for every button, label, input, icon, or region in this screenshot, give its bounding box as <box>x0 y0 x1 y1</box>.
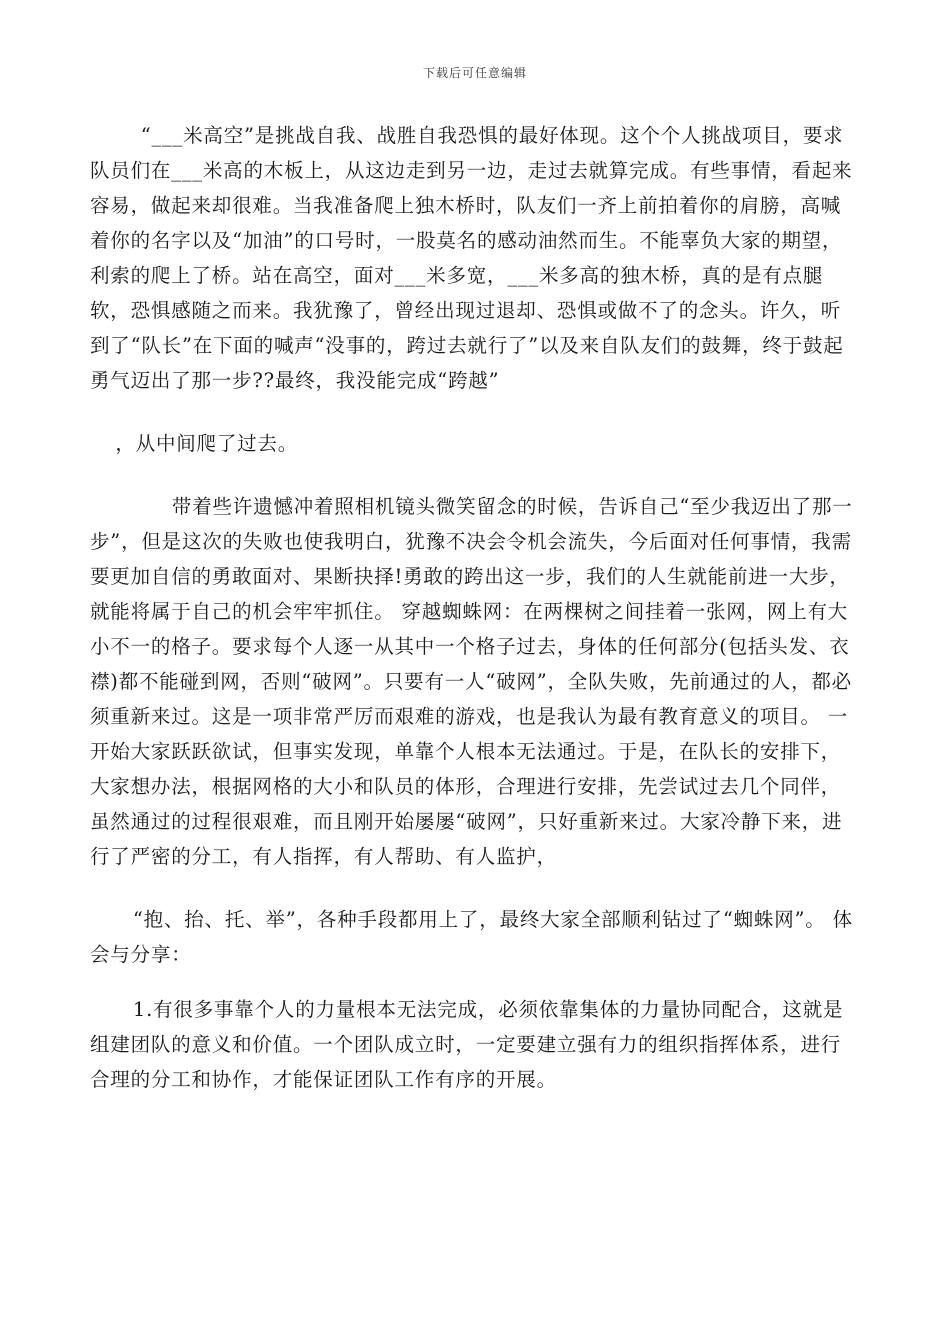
page-header: 下载后可任意编辑 <box>422 66 527 80</box>
paragraph-spider-web: 带着些许遗憾冲着照相机镜头微笑留念的时候，告诉自己“至少我迈出了那一步”，但是这次的失败也使我明白，犹豫不决会令机会流失，今后面对任何事情，我需要更加自信的勇敢面对、果断抉择!勇敢的跨出这一步，我们的人生就能前进一大步，就能将属于自己的机会牢牢抓住。 穿越蜘蛛网：在两棵树之间挂着一张网，网上有大小不一的格子。要求每个人逐一从其中一个格子过去，身体的任何部分(包括头发、衣襟)都不能碰到网，否则“破网”。只要有一人“破网”，全队失败，先前通过的人，都必须重新来过。这是一项非常严厉而艰难的游戏，也是我认为最有教育意义的项目。 一开始大家跃跃欲试，但事实发现，单靠个人根本无法通过。于是，在队长的安排下，大家想办法，根据网格的大小和队员的体形，合理进行安排，先尝试过去几个同伴，虽然通过的过程很艰难，而且刚开始屡屡“破网”，只好重新来过。大家冷静下来，进行了严密的分工，有人指挥，有人帮助、有人监护， <box>90 495 853 868</box>
document-body <box>90 118 860 1097</box>
paragraph-high-altitude: “___米高空”是挑战自我、战胜自我恐惧的最好体现。这个个人挑战项目，要求队员们在___米高的木板上，从这边走到另一边，走过去就算完成。有些事情，看起来容易，做起来却很难。当我准备爬上独木桥时，队友们一齐上前拍着你的肩膀，高喊着你的名字以及“加油”的口号时，一股莫名的感动油然而生。不能辜负大家的期望，利索的爬上了桥。站在高空，面对___米多宽，___米多高的独木桥，真的是有点腿软，恐惧感随之而来。我犹豫了，曾经出现过退却、恐惧或做不了的念头。许久，听到了“队长”在下面的喊声“没事的，跨过去就行了”以及来自队友们的鼓舞，终于鼓起勇气迈出了那一步??最终，我没能完成“跨越” <box>90 124 853 392</box>
paragraph-reflection-1: 1.有很多事靠个人的力量根本无法完成，必须依靠集体的力量协同配合，这就是组建团队的意义和价值。一个团队成立时，一定要建立强有力的组织指挥体系，进行合理的分工和协作，才能保证团队工作有序的开展。 <box>90 998 844 1091</box>
paragraph-climb-over: ，从中间爬了过去。 <box>115 432 299 455</box>
paragraph-teamwork-methods: “抱、抬、托、举”，各种手段都用上了，最终大家全部顺利钻过了“蜘蛛网”。 体会与分享： <box>90 908 853 966</box>
